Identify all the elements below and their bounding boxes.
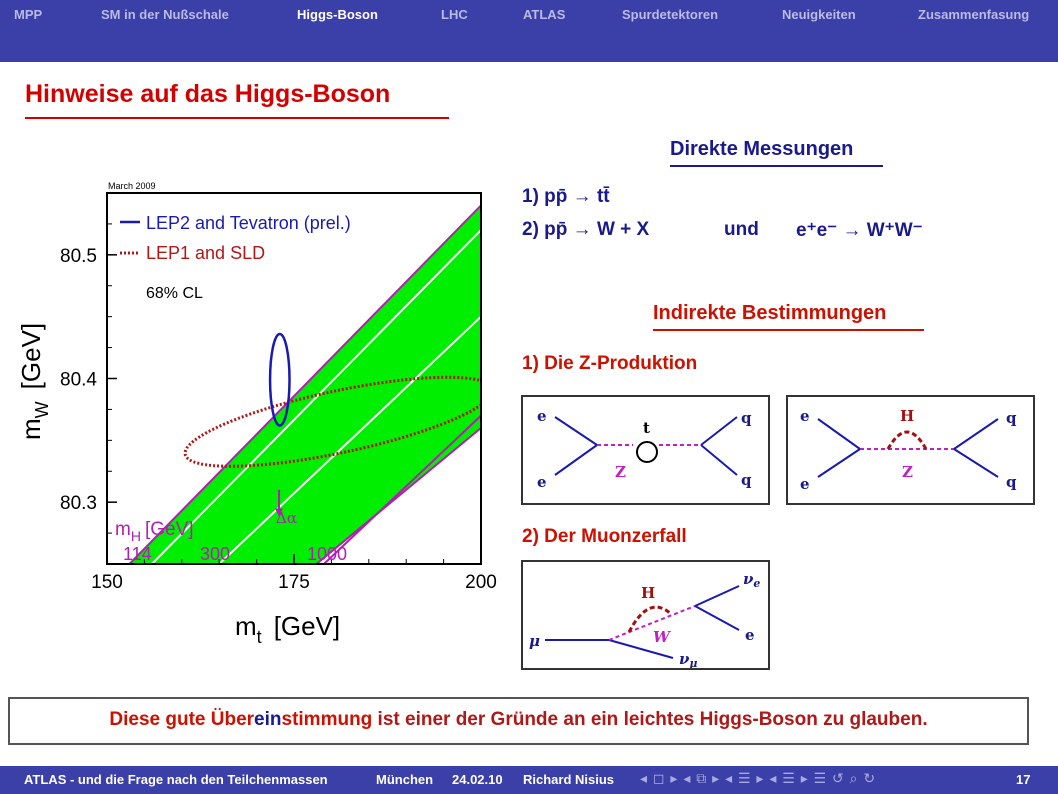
feynman-z-top-loop xyxy=(521,395,770,505)
top-navigation xyxy=(0,0,1058,62)
x-tick-label-150: 150 xyxy=(91,572,123,593)
title-underline xyxy=(25,117,449,119)
legend-label-cl: 68% CL xyxy=(146,285,203,302)
y-tick-label-80.5: 80.5 xyxy=(60,245,97,267)
z-higgs-boson: Z xyxy=(902,463,913,481)
legend-label-direct: LEP2 and Tevatron (prel.) xyxy=(146,213,351,233)
z-loop-e-bottom: e xyxy=(537,473,547,491)
higgs-mass-1000: 1000 xyxy=(307,544,348,564)
x-axis-label: $m_t$ [GeV] xyxy=(235,611,341,647)
z-loop-boson: Z xyxy=(615,463,626,481)
conclusion-text xyxy=(10,709,1027,731)
mw-vs-mt-chart xyxy=(0,170,510,650)
higgs-mass-300: 300 xyxy=(200,544,231,564)
delta-alpha-label: Δα xyxy=(276,509,297,527)
nav-item-lhc[interactable]: LHC xyxy=(441,7,468,22)
z-higgs-e-bottom: e xyxy=(800,475,810,493)
chart-note: March 2009 xyxy=(108,181,156,191)
footer-date: 24.02.10 xyxy=(452,772,503,787)
slide-title: Hinweise auf das Higgs-Boson xyxy=(25,80,391,108)
z-higgs-h: H xyxy=(900,407,915,425)
indirect-heading-underline xyxy=(653,329,924,331)
z-higgs-e-top: e xyxy=(800,407,810,425)
nav-item-sm[interactable]: SM in der Nußschale xyxy=(101,7,229,22)
direct-heading-underline xyxy=(670,165,883,167)
x-tick-label-175: 175 xyxy=(278,572,310,593)
direct-line-1: 1) pp̄ → tt̄ xyxy=(522,186,610,207)
footer-title: ATLAS - und die Frage nach den Teilchenmassen xyxy=(24,772,328,787)
footer-bar xyxy=(0,766,1058,794)
conclusion-part-4: ist einer der Gründe an ein leichtes Higgs-Boson zu glauben. xyxy=(372,709,928,730)
z-higgs-q-top: q xyxy=(1006,409,1017,427)
footer-author: Richard Nisius xyxy=(523,772,615,787)
feynman-muon-decay xyxy=(521,560,770,670)
direct-line-2-ee: e⁺e⁻ → W⁺W⁻ xyxy=(796,220,923,241)
direct-line-2-und: und xyxy=(724,219,759,240)
conclusion-box xyxy=(8,697,1029,745)
band-label: $m_H$ [GeV] xyxy=(115,519,194,544)
muon-higgs: H xyxy=(641,584,656,602)
nav-item-neuigkeiten[interactable]: Neuigkeiten xyxy=(782,7,856,22)
nav-item-higgs[interactable]: Higgs-Boson xyxy=(297,7,378,22)
y-axis-label: $m_W[GeV]$ xyxy=(16,322,52,440)
nav-item-mpp[interactable]: MPP xyxy=(14,7,43,22)
y-tick-label-80.3: 80.3 xyxy=(60,493,97,515)
x-tick-label-200: 200 xyxy=(465,572,497,593)
nav-item-zusammenfasung[interactable]: Zusammenfasung xyxy=(918,7,1030,22)
nav-item-spurdetektoren[interactable]: Spurdetektoren xyxy=(622,7,719,22)
indirect-item-2: 2) Der Muonzerfall xyxy=(522,526,687,547)
z-loop-q-top: q xyxy=(741,409,752,427)
direct-heading: Direkte Messungen xyxy=(670,138,854,160)
z-higgs-q-bottom: q xyxy=(1006,473,1017,491)
footer-place: München xyxy=(376,772,434,787)
feynman-z-higgs-loop xyxy=(786,395,1035,505)
muon-nu-e: $\nu_e$ xyxy=(743,570,761,590)
legend-label-indirect: LEP1 and SLD xyxy=(146,243,266,263)
higgs-mass-114: 114 xyxy=(123,544,152,564)
direct-line-2-process: 2) pp̄ → W + X xyxy=(522,219,650,240)
nav-item-atlas[interactable]: ATLAS xyxy=(523,7,566,22)
conclusion-part-2: ein xyxy=(254,709,282,730)
beamer-navigation-icons[interactable]: ◂ ◻ ▸ ◂ ⧉ ▸ ◂ ☰ ▸ ◂ ☰ ▸ ☰ ↺ ⌕ ↻ xyxy=(640,770,877,786)
indirect-heading: Indirekte Bestimmungen xyxy=(653,302,887,324)
footer-page-number: 17 xyxy=(1016,772,1031,787)
indirect-item-1: 1) Die Z-Produktion xyxy=(522,353,698,374)
y-tick-label-80.4: 80.4 xyxy=(60,369,97,391)
muon-nu-mu: $\nu_\mu$ xyxy=(679,650,698,670)
conclusion-part-3: stimmung xyxy=(281,709,373,730)
muon-e: e xyxy=(745,626,755,644)
z-loop-q-bottom: q xyxy=(741,471,752,489)
muon-mu: μ xyxy=(529,632,540,650)
z-loop-t: t xyxy=(643,419,650,437)
muon-w: W xyxy=(653,628,670,646)
z-loop-e-top: e xyxy=(537,407,547,425)
conclusion-part-1: Diese gute Über xyxy=(109,709,255,730)
